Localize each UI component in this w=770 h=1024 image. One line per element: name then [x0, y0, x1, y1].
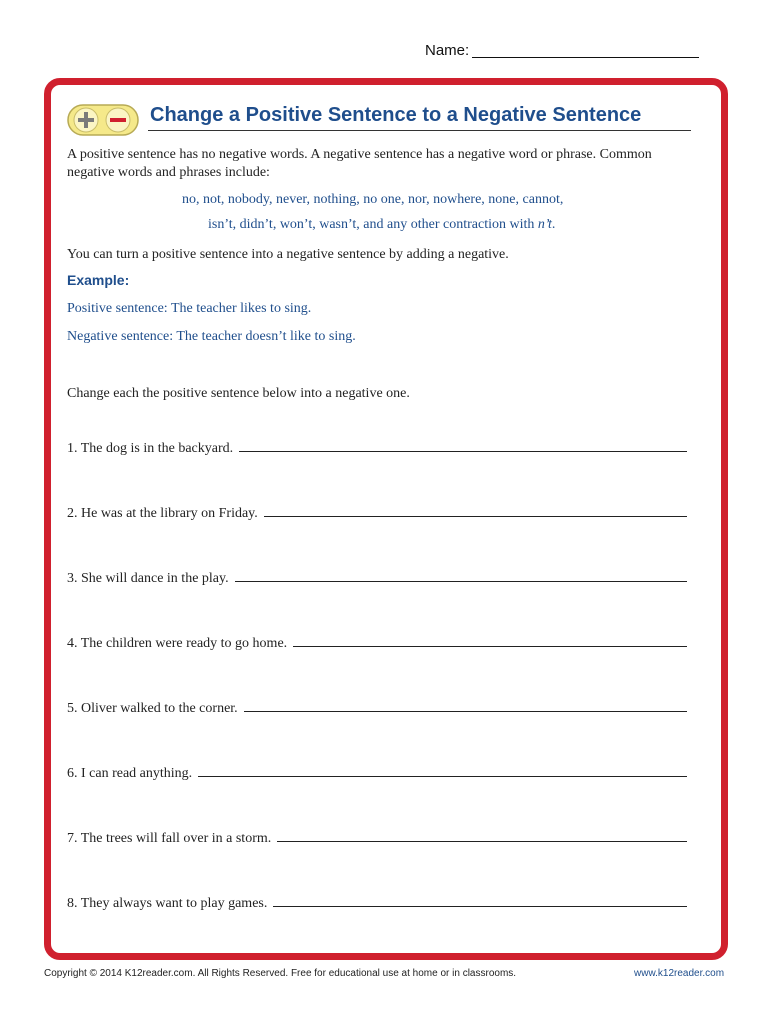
negative-words-line-2: isn’t, didn’t, won’t, wasn’t, and any other contraction with n’t.: [208, 217, 556, 232]
answer-line-2[interactable]: [264, 515, 687, 517]
negative-words-line-1: no, not, nobody, never, nothing, no one, nor, nowhere, none, cannot,: [182, 192, 564, 207]
answer-line-6[interactable]: [198, 775, 687, 777]
example-positive: Positive sentence: The teacher likes to sing.: [67, 301, 312, 316]
plus-icon: [74, 108, 98, 132]
title-underline: [148, 130, 691, 131]
answer-line-8[interactable]: [273, 905, 687, 907]
worksheet-title: Change a Positive Sentence to a Negative Sentence: [150, 104, 642, 126]
intro-text: A positive sentence has no negative words. A negative sentence has a negative word or phrase. Common negative words and phrases include:: [67, 147, 652, 180]
answer-line-7[interactable]: [277, 840, 687, 842]
example-label: Example:: [67, 272, 130, 288]
instructions: Change each the positive sentence below into a negative one.: [67, 386, 410, 401]
question-4: 4. The children were ready to go home.: [67, 636, 687, 652]
answer-line-5[interactable]: [244, 710, 687, 712]
question-3: 3. She will dance in the play.: [67, 571, 687, 587]
plus-minus-badge: [67, 104, 139, 136]
question-7: 7. The trees will fall over in a storm.: [67, 831, 687, 847]
answer-line-3[interactable]: [235, 580, 687, 582]
question-1: 1. The dog is in the backyard.: [67, 441, 687, 457]
question-6: 6. I can read anything.: [67, 766, 687, 782]
name-label: Name:: [425, 42, 470, 59]
website-link[interactable]: www.k12reader.com: [634, 968, 725, 979]
example-negative: Negative sentence: The teacher doesn’t like to sing.: [67, 329, 356, 344]
question-8: 8. They always want to play games.: [67, 896, 687, 912]
answer-line-1[interactable]: [239, 450, 687, 452]
minus-icon: [106, 108, 130, 132]
copyright-notice: Copyright © 2014 K12reader.com. All Rights Reserved. Free for educational use at home or in classrooms.: [44, 968, 517, 979]
turn-text: You can turn a positive sentence into a negative sentence by adding a negative.: [67, 247, 509, 262]
question-2: 2. He was at the library on Friday.: [67, 506, 687, 522]
name-field-line[interactable]: [472, 57, 699, 58]
answer-line-4[interactable]: [293, 645, 687, 647]
question-5: 5. Oliver walked to the corner.: [67, 701, 687, 717]
